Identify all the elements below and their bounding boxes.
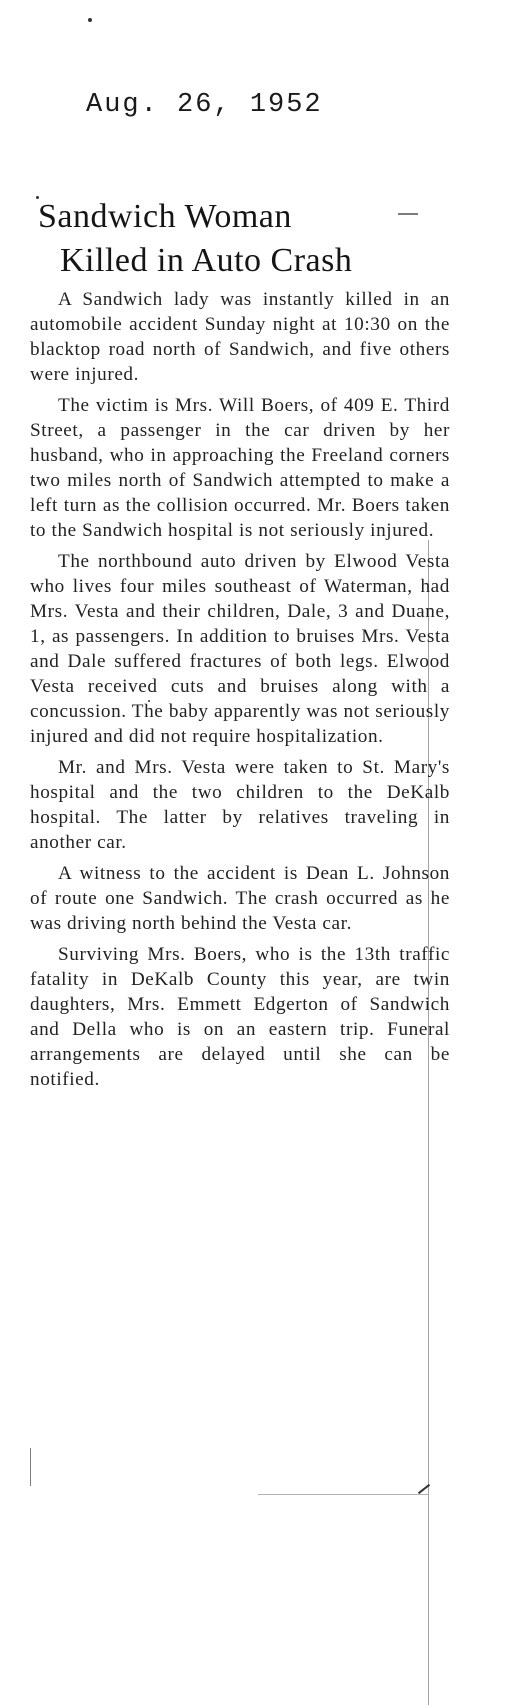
clipping-bottom-rule — [258, 1494, 428, 1495]
article-paragraph: The victim is Mrs. Will Boers, of 409 E. Third Street, a passenger in the car driven by her husband, who in approaching the Freeland corners two miles north of Sandwich attempted to make a left turn as the collision occurred. Mr. Boers taken to the Sandwich hospital is not seriously injured. — [30, 395, 450, 541]
article-paragraph: Surviving Mrs. Boers, who is the 13th traffic fatality in DeKalb County this year, are twin daughters, Mrs. Emmett Edgerton of Sandwich and Della who is on an eastern trip. Funeral arrangements are delayed until she can be notified. — [30, 944, 450, 1090]
headline-line-1: Sandwich Woman — [38, 198, 292, 235]
article-body — [30, 287, 450, 1092]
newspaper-clipping — [30, 195, 450, 1098]
article-paragraph: The northbound auto driven by Elwood Vesta who lives four miles southeast of Waterman, had Mrs. Vesta and their children, Dale, 3 and Duane, 1, as passengers. In addition to bruises Mrs. Vesta and Dale suffered fractures of both legs. Elwood Vesta received cuts and bruises along with a concussion. The baby apparently was not seriously injured and did not require hospitalization. — [30, 551, 450, 747]
headline — [30, 195, 450, 283]
ink-speck — [88, 18, 92, 22]
headline-line-2: Killed in Auto Crash — [60, 242, 353, 279]
article-paragraph: Mr. and Mrs. Vesta were taken to St. Mary's hospital and the two children to the DeKalb hospital. The latter by relatives traveling in another car. — [30, 757, 450, 853]
clipping-edge-mark — [30, 1448, 31, 1486]
article-paragraph: A witness to the accident is Dean L. Johnson of route one Sandwich. The crash occurred as he was driving north behind the Vesta car. — [30, 863, 450, 934]
date-stamp: Aug. 26, 1952 — [86, 90, 323, 120]
article-paragraph: A Sandwich lady was instantly killed in an automobile accident Sunday night at 10:30 on the blacktop road north of Sandwich, and five others were injured. — [30, 289, 450, 385]
